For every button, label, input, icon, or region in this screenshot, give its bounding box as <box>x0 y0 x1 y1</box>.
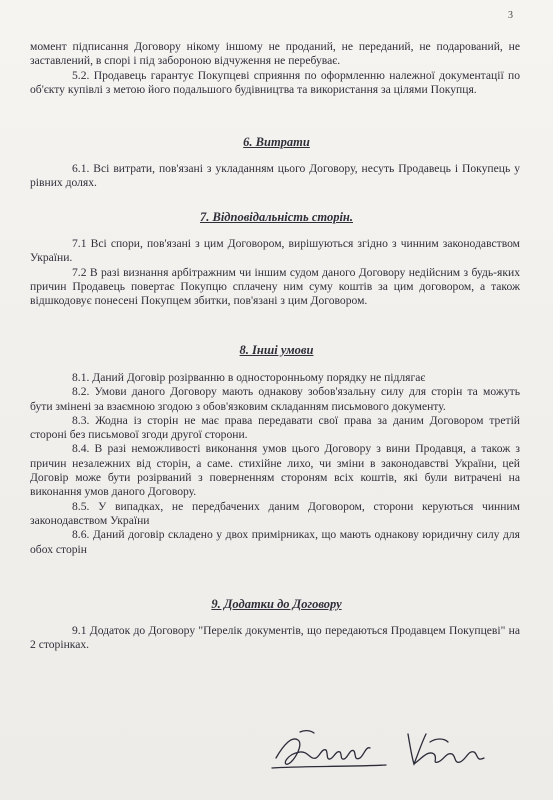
paragraph-8-3: 8.3. Жодна із сторін не має права передавати свої права за даним Договором третій стороні без письмової згоди другої сторони. <box>30 413 520 442</box>
section-6-body <box>30 162 520 191</box>
section-8-body <box>30 371 520 557</box>
page-number: 3 <box>508 10 513 21</box>
paragraph-7-2: 7.2 В разі визнання арбітражним чи іншим судом даного Договору недійсним з будь-яких причин Продавець повертає Покупцю сплачену ним суму коштів за цим договором, а також відшкодовує понесені Покупцем збитки, пов'язані з цим Договором. <box>30 265 520 308</box>
paragraph-8-1: 8.1. Даний Договір розірванню в односторонньому порядку не підлягає <box>72 371 426 384</box>
buyer-signature-icon <box>400 724 490 774</box>
paragraph-8-2: 8.2. Умови даного Договору мають однакову зобов'язальну силу для сторін та можуть бути змінені за взаємною згодою з обов'язковим складанням письмового документу. <box>30 385 520 413</box>
paragraph-8-4: 8.4. В разі неможливості виконання умов цього Договору з вини Продавця, а також з причин незалежних від сторін, а саме. стихійне лихо, чи зміни в законодавстві України, цей Договір може бути розірваний з поверненням стороням всіх коштів, які були витрачені на виконання умов даного Договору. <box>30 442 520 499</box>
section-9-body <box>30 624 520 653</box>
intro-block <box>30 40 520 97</box>
section-9-heading: 9. Додатки до Договору <box>211 597 342 611</box>
paragraph-5-2: 5.2. Продавець гарантує Покупцеві сприяння по оформленню належної документації по об'єкту купівлі з метою його подальшого будівництва та використання за цілями Покупця. <box>30 68 520 96</box>
paragraph-8-5: 8.5. У випадках, не передбачених даним Договором, сторони керуються чинним законодавством України <box>30 499 520 527</box>
section-7-body <box>30 237 520 308</box>
paragraph-7-1: 7.1 Всі спори, пов'язані з цим Договором, вирішуються згідно з чинним законодавством України. <box>30 237 520 265</box>
section-8-heading: 8. Інші умови <box>239 343 314 357</box>
paragraph-9-1: 9.1 Додаток до Договору "Перелік документів, що передаються Продавцем Покупцеві" на 2 сторінках. <box>30 624 520 652</box>
paragraph-8-6: 8.6. Даний договір складено у двох примірниках, що мають однакову юридичну силу для обох сторін <box>30 528 520 556</box>
section-7-heading: 7. Відповідальність сторін. <box>199 210 353 224</box>
paragraph-5-1-continued: момент підписання Договору нікому іншому не проданий, не переданий, не подарований, не заставлений, в спорі і під забороною відчуження не перебуває. <box>30 40 520 68</box>
seller-signature-icon <box>270 724 390 774</box>
paragraph-6-1: 6.1. Всі витрати, пов'язані з укладанням цього Договору, несуть Продавець і Покупець у рівних долях. <box>30 162 520 190</box>
section-6-heading: 6. Витрати <box>243 135 310 149</box>
